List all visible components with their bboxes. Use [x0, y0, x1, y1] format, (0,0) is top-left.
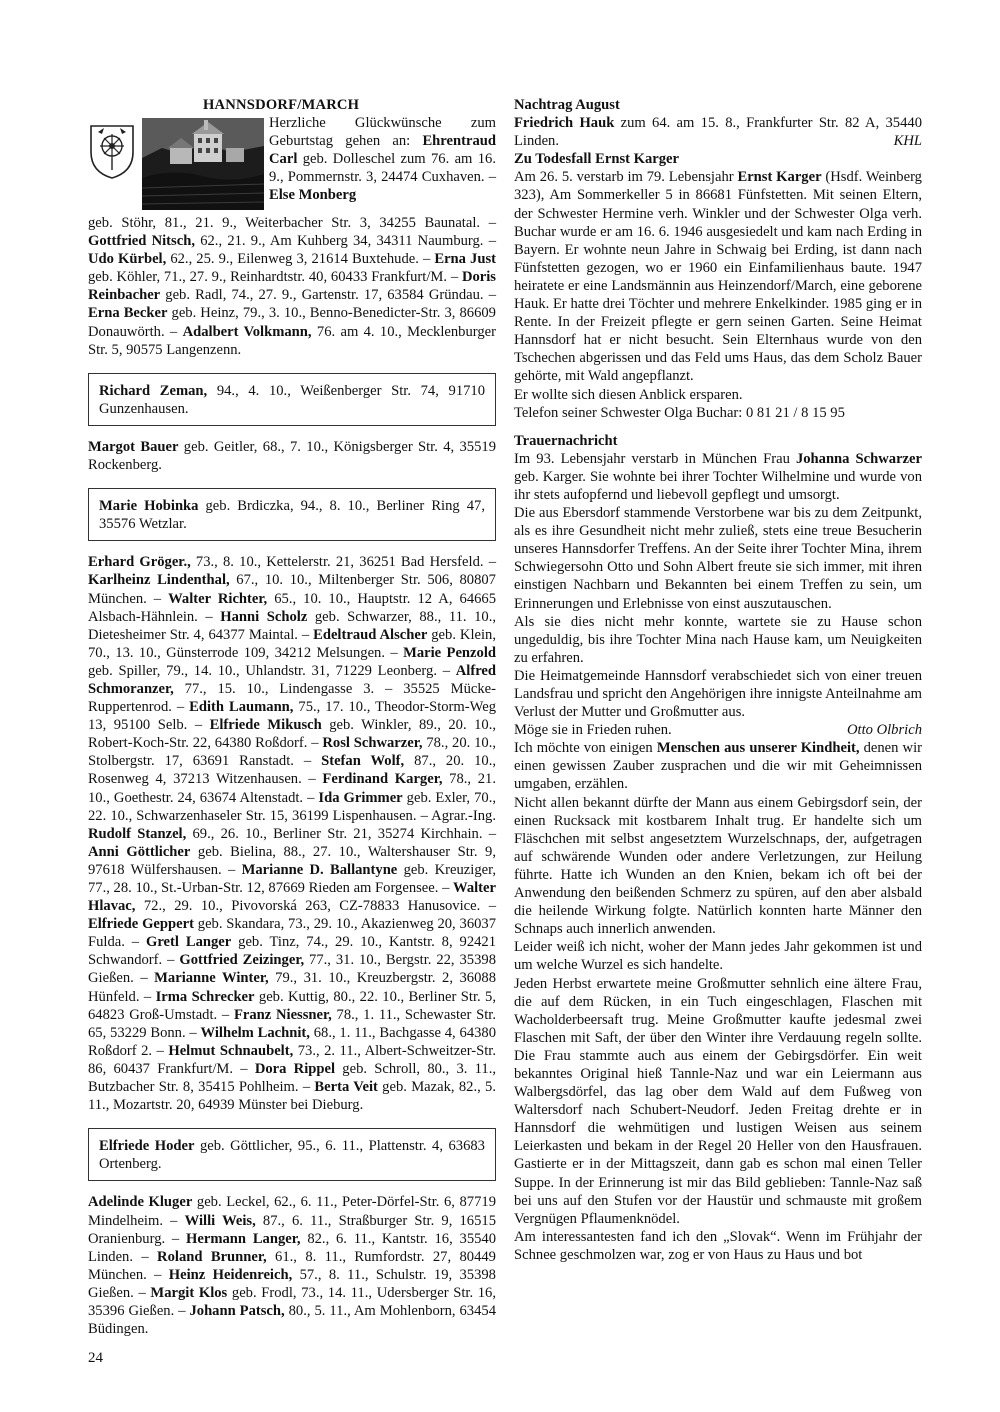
entry-details: 79., 31. 10., Kreuzbergstr. 2, 36088 Hünfeld. –	[88, 970, 496, 1005]
person-name: Willi Weis,	[184, 1212, 256, 1229]
todesfall-phone: Telefon seiner Schwester Olga Buchar: 0 81 21 / 8 15 95	[514, 404, 845, 421]
entry-details: 73., 2. 11., Albert-Schweitzer-Str. 86, 60437 Frankfurt/M. –	[88, 1042, 496, 1077]
entry-details: 67., 10. 10., Miltenberger Str. 506, 80807 München. –	[88, 572, 496, 607]
person-name: Ferdinand Karger,	[322, 771, 443, 788]
heading-trauer: Trauernachricht	[514, 432, 618, 449]
person-name: Anni Göttlicher	[88, 843, 191, 860]
entry-bauer: Margot Bauer geb. Geitler, 68., 7. 10., Königsberger Str. 4, 35519 Rockenberg.	[88, 438, 496, 474]
trauer-text-3: Als sie dies nicht mehr konnte, wartete sie zu Hause schon ungeduldig, bis ihre Tochter Mina nach Hause kam, um Neuigkeiten zu erfahren.	[514, 613, 922, 666]
trauer-text-5: Möge sie in Frieden ruhen. Otto Olbrich	[514, 722, 922, 739]
entry-details: geb. Klein, 70., 13. 10., Günsterrode 109, 34212 Melsungen. –	[88, 626, 496, 661]
highlight-box-hobinka: Marie Hobinka geb. Brdiczka, 94., 8. 10., Berliner Ring 47, 35576 Wetzlar.	[88, 488, 496, 541]
entry-details: 78., 1. 11., Schewaster Str. 65, 53229 Bonn. –	[88, 1006, 496, 1041]
kindheit-text-5: Am interessantesten fand ich den „Slovak“. Wenn im Frühjahr der Schnee geschmolzen war, zog er von Haus zu Haus und bot	[514, 1228, 922, 1263]
person-name: Marianne D. Ballantyne	[241, 861, 398, 878]
nachtrag-text: Friedrich Hauk zum 64. am 15. 8., Frankfurter Str. 82 A, 35440 Linden. KHL	[514, 115, 922, 150]
entry-details: geb. Exler, 70., 22. 10., Schwarzenhaseler Str. 15, 36199 Lispenhausen. – Agrar.-Ing.	[88, 789, 496, 824]
person-name: Roland Brunner,	[157, 1248, 267, 1265]
entry-details: 80., 5. 11., Am Mohlenborn, 63454 Büdingen.	[88, 1302, 496, 1338]
person-name: Edeltraud Alscher	[313, 626, 428, 643]
kindheit-text-3: Leider weiß ich nicht, woher der Mann jedes Jahr gekommen ist und um welche Wurzel es sich handelte.	[514, 939, 922, 974]
entry-details: 68., 1. 11., Bachgasse 4, 64380 Roßdorf 2. –	[88, 1024, 497, 1059]
village-photo	[142, 118, 264, 210]
entry-details: geb. Bielina, 88., 27. 10., Waltershauser Str. 9, 97618 Wülfershausen. –	[88, 843, 496, 878]
intro-text: Herzliche Glückwünsche zum Geburtstag gehen an: Ehrentraud Carl geb. Dolleschel zum 76. am 16. 9., Pommernstr. 3, 24474 Cuxhaven. – Else Monberg	[269, 115, 496, 204]
todesfall-text: Am 26. 5. verstarb im 79. Lebensjahr Ernst Karger (Hsdf. Weinberg 323), Am Sommerkeller 5 in 86681 Fünfstetten. Mit seinen Eltern, der Schwester Hermine verh. Winkler und der Schwester Olga verh. Buchar wurde er am 16. 6. 1946 ausgesiedelt und kam nach Erding in Bayern. Er wohnte neun Jahre in Schwaig bei Erding, ist dann nach Fünfstetten gezogen, wo er 1960 ein Einfamilienhaus baute. 1947 heiratete er eine Landsmännin aus Heinzendorf/March, eine geborene Hauk. Er hatte drei Töchter und mehrere Enkelkinder. 1985 ging er in Rente. In der Freizeit pflegte er gern seinen Garten. Seine Heimat Hannsdorf hat er nicht besucht. Sein Elternhaus wurde von den Tschechen abgerissen und das Feld ums Haus, das dem Scholz Bauer gehörte, mit Wald angepflanzt.	[514, 169, 922, 385]
kindheit-text-2: Nicht allen bekannt dürfte der Mann aus einem Gebirgsdorf sein, der einen Rucksack mit kostbarem Inhalt trug. Er handelte sich um Fläschchen mit selbst angesetztem Wurzelschnaps, der, aufgetragen auf schwärende Wunden oder andere Verletzungen, zur Heilung führte. Hatte ich Wunden an den Knien, bekam ich oft bei der Anwendung den beißenden Schmerz zu spüren, auf den aber alsbald die heilende Wirkung folgte. Natürlich konnten harte Männer den Schnaps auch innerlich anwenden.	[514, 794, 922, 938]
entry-details: 75., 17. 10., Theodor-Storm-Weg 13, 95100 Selb. –	[88, 699, 496, 734]
entry-details: 77., 15. 10., Lindengasse 3. – 35525 Mücke-Ruppertenrod. –	[88, 680, 496, 716]
person-name: Elfriede Mikusch	[209, 717, 322, 734]
kindheit-text: Ich möchte von einigen Menschen aus unserer Kindheit, denen wir einen gewissen Zauber zusprachen und die wir mit Geheimnissen umgaben, erzählen.	[514, 740, 922, 793]
person-name: Johann Patsch,	[189, 1302, 285, 1319]
section-header	[88, 96, 496, 214]
person-name: Marie Penzold	[403, 644, 496, 661]
entry-details: 65., 10. 10., Hauptstr. 12 A, 64665 Alsbach-Hähnlein. –	[88, 590, 497, 625]
entry-details: 82., 6. 11., Kantstr. 16, 35540 Linden. –	[88, 1230, 497, 1265]
person-name: Walter Hlavac,	[88, 880, 496, 915]
entry-details: 78., 20. 10., Stolbergstr. 17, 63691 Ranstadt. –	[88, 735, 497, 770]
entry-details: geb. Kreuziger, 77., 28. 10., St.-Urban-Str. 12, 87669 Rieden am Forgensee. –	[88, 861, 497, 896]
entry-details: 73., 8. 10., Kettelerstr. 21, 36251 Bad Hersfeld. –	[190, 554, 497, 571]
kindheit-text-4: Jeden Herbst erwartete meine Großmutter sehnlich eine ältere Frau, die auf dem Rücken, in ein Tuch eingeschlagen, Flaschen mit Wacholderbeersaft trug. Meine Großmutter kaufte jedesmal zwei Flaschen mit Saft, der über den Winter ihre Verdauung regeln sollte. Die Frau stammte auch aus einem der Gebirgsdörfer. Ein weit bekanntes Original hieß Tannle-Naz und war ein Leiermann aus Walbergsdörfel, das lag ober dem Wald auf dem Fußweg von Waltersdorf nach Schubert-Neudorf. Jeden Freitag drehte er in Hannsdorf die wehmütigen und lustigen Weisen aus seinem Leierkasten und bekam in der Regel 20 Heller von den Hausfrauen. Gastierte er in der Mittagszeit, dann gab es schon mal einen Teller Suppe. In der Erinnerung ist mir das Bild geblieben: Tannle-Naz saß bei uns auf den Stufen vor der Haustür und schmauste mit großem Vergnügen Pflaumenknödel.	[514, 975, 922, 1227]
person-name: Marianne Winter,	[154, 970, 269, 987]
entry-details: 77., 31. 10., Bergstr. 22, 35398 Gießen. –	[88, 952, 496, 987]
person-name: Erhard Gröger.,	[88, 554, 191, 571]
entry-details: geb. Skandara, 73., 29. 10., Akazienweg 20, 36037 Fulda. –	[88, 916, 497, 951]
person-name: Gretl Langer	[145, 934, 232, 951]
person-name: Margit Klos	[150, 1284, 228, 1301]
person-name: Hermann Langer,	[186, 1230, 301, 1247]
entry-details: 87., 20. 10., Rosenweg 4, 37213 Witzenhausen. –	[88, 753, 497, 788]
person-name: Berta Veit	[314, 1079, 378, 1096]
person-name: Helmut Schnaubelt,	[168, 1042, 294, 1059]
person-name: Hanni Scholz	[220, 608, 308, 625]
person-name: Irma Schrecker	[155, 988, 255, 1005]
person-name: Rudolf Stanzel,	[88, 825, 187, 842]
entry-details: geb. Schwarzer, 88., 11. 10., Dietesheimer Str. 4, 64377 Maintal. –	[88, 608, 497, 643]
person-name: Ida Grimmer	[318, 789, 403, 806]
entry-details: geb. Leckel, 62., 6. 11., Peter-Dörfel-Str. 6, 87719 Mindelheim. –	[88, 1194, 496, 1229]
coat-of-arms-icon	[88, 120, 136, 180]
heading-nachtrag: Nachtrag August	[514, 97, 620, 113]
entry-details: 72., 29. 10., Pivovorská 263, CZ-78833 Hanusovice. –	[135, 898, 496, 915]
person-name: Stefan Wolf,	[321, 753, 405, 770]
page-number: 24	[88, 1350, 103, 1366]
entry-details: 87., 6. 11., Straßburger Str. 9, 16515 Oranienburg. –	[88, 1212, 496, 1247]
person-name: Wilhelm Lachnit,	[200, 1024, 310, 1041]
person-name: Dora Rippel	[254, 1060, 336, 1077]
heading-todesfall: Zu Todesfall Ernst Karger	[514, 151, 680, 168]
person-name: Heinz Heidenreich,	[168, 1266, 293, 1283]
person-name: Walter Richter,	[168, 590, 268, 607]
todesfall-text-2: Er wollte sich diesen Anblick ersparen.	[514, 386, 743, 403]
section-title: HANNSDORF/MARCH	[203, 97, 360, 113]
entry-details: 57., 8. 11., Schulstr. 19, 35398 Gießen. –	[88, 1266, 496, 1301]
signature-khl: KHL	[893, 133, 922, 150]
signature-olbrich: Otto Olbrich	[847, 722, 922, 739]
person-name: Gottfried Zeizinger,	[179, 952, 305, 969]
entry-details: geb. Mazak, 82., 5. 11., Mozartstr. 20, 64939 Münster bei Dieburg.	[88, 1079, 496, 1114]
entry-details: geb. Schroll, 80., 3. 11., Butzbacher Str. 8, 35415 Pohlheim. –	[88, 1060, 496, 1096]
left-column	[88, 96, 496, 1338]
person-name: Franz Niessner,	[233, 1006, 332, 1023]
person-name: Adelinde Kluger	[88, 1194, 193, 1211]
entry-details: geb. Kuttig, 80., 22. 10., Berliner Str. 5, 64823 Groß-Umstadt. –	[88, 988, 496, 1023]
person-name: Karlheinz Lindenthal,	[88, 572, 230, 589]
entry-details: 78., 21. 10., Goethestr. 24, 63674 Altenstadt. –	[88, 771, 496, 806]
person-name: Alfred Schmoranzer,	[88, 662, 496, 697]
birthday-list-1: geb. Stöhr, 81., 21. 9., Weiterbacher Str. 3, 34255 Baunatal. – Gottfried Nitsch, 62., 21. 9., Am Kuhberg 34, 34311 Naumburg. – Udo Kürbel, 62., 25. 9., Eilenweg 3, 21614 Buxtehude. – Erna Just geb. Köhler, 71., 27. 9., Reinhardtstr. 40, 60433 Frankfurt/M. – Doris Reinbacher geb. Radl, 74., 27. 9., Gartenstr. 17, 63584 Gründau. – Erna Becker geb. Heinz, 79., 3. 10., Benno-Benedicter-Str. 3, 86609 Donauwörth. – Adalbert Volkmann, 76. am 4. 10., Mecklenburger Str. 5, 90575 Langenzenn.	[88, 215, 497, 358]
entry-details: 61., 8. 11., Rumfordstr. 27, 80449 München. –	[88, 1248, 496, 1283]
entry-details: 69., 26. 10., Berliner Str. 21, 35274 Kirchhain. –	[186, 825, 496, 842]
entry-details: geb. Frodl, 73., 14. 11., Udersberger Str. 16, 35396 Gießen. –	[88, 1284, 496, 1319]
entry-details: geb. Tinz, 74., 29. 10., Kantstr. 8, 92421 Schwandorf. –	[88, 934, 497, 969]
person-name: Rosl Schwarzer,	[322, 735, 423, 752]
trauer-text-2: Die aus Ebersdorf stammende Verstorbene war bis zu dem Zeitpunkt, als es ihre Gesundheit nicht mehr zuließ, stets eine treue Besucherin unseres Hannsdorfer Treffens. An der Seite ihrer Tochter Mina, ihrem Schwiegersohn Otto und Sohn Albert freute sie sich immer, mit ihren einstigen Nachbarn und Bekannten bei einem Treffen zu sein, um Erinnerungen und Erlebnisse von einst auszutauschen.	[514, 505, 922, 612]
trauer-text-4: Die Heimatgemeinde Hannsdorf verabschiedet sich von einer treuen Landsfrau und spricht den Angehörigen ihre innigste Anteilnahme am Verlust der Mutter und Großmutter aus.	[514, 667, 922, 721]
highlight-box-hoder: Elfriede Hoder geb. Göttlicher, 95., 6. 11., Plattenstr. 4, 63683 Ortenberg.	[88, 1128, 496, 1181]
right-column	[514, 96, 922, 1264]
birthday-list-3	[88, 1193, 496, 1338]
entry-details: geb. Winkler, 89., 20. 10., Robert-Koch-Str. 22, 64380 Roßdorf. –	[88, 717, 496, 752]
person-name: Elfriede Geppert	[88, 916, 194, 933]
trauer-text: Im 93. Lebensjahr verstarb in München Frau Johanna Schwarzer geb. Karger. Sie wohnte bei ihrer Tochter Wilhelmine und wurde von ihr stets aufopfernd und liebevoll gepflegt und umsorgt.	[514, 450, 922, 503]
highlight-box-zeman: Richard Zeman, 94., 4. 10., Weißenberger Str. 74, 91710 Gunzenhausen.	[88, 373, 496, 426]
birthday-list-2	[88, 553, 496, 1114]
entry-details: geb. Spiller, 79., 14. 10., Uhlandstr. 31, 71229 Leonberg. –	[88, 662, 456, 679]
person-name: Edith Laumann,	[189, 699, 294, 716]
